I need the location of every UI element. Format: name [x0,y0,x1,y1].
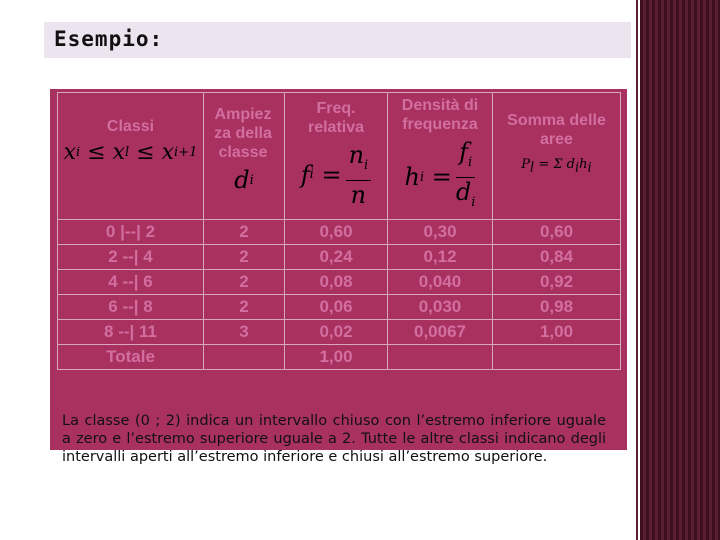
header-somma [493,93,621,220]
header-densita-label: Densità di frequenza [401,97,479,133]
cell-densita: 0,040 [388,270,493,295]
cell-densita: 0,30 [388,220,493,245]
cell-classe: Totale [58,345,204,370]
cell-somma: 0,92 [493,270,621,295]
table-row [58,245,621,270]
frequency-table [57,92,621,370]
class-interval-formula: x i ≤ x l ≤ x i+1 [63,140,198,165]
table-row [58,220,621,245]
cell-somma: 1,00 [493,320,621,345]
cell-ampiezza: 2 [204,270,285,295]
cell-classe: 6 --| 8 [58,295,204,320]
cell-ampiezza [204,345,285,370]
header-classi-label: Classi [106,118,155,135]
header-ampiezza [204,93,285,220]
cell-freq: 1,00 [285,345,388,370]
cell-densita [388,345,493,370]
table-row [58,270,621,295]
header-densita [388,93,493,220]
title-bar [44,22,631,58]
cell-classe: 4 --| 6 [58,270,204,295]
cell-densita: 0,12 [388,245,493,270]
cell-classe: 2 --| 4 [58,245,204,270]
cell-classe: 8 --| 11 [58,320,204,345]
header-freq-rel-label: Freq. relativa [307,100,365,136]
cell-densita: 0,0067 [388,320,493,345]
cell-ampiezza: 3 [204,320,285,345]
density-formula: h i = $\frac{f_i}{d_i}$ [404,138,476,210]
cell-ampiezza: 2 [204,220,285,245]
cell-classe: 0 |--| 2 [58,220,204,245]
cell-densita: 0,030 [388,295,493,320]
cell-somma: 0,98 [493,295,621,320]
table-header-row [58,93,621,220]
cell-ampiezza: 2 [204,245,285,270]
cell-freq: 0,02 [285,320,388,345]
slide-title: Esempio: [54,27,164,51]
table-row [58,295,621,320]
header-somma-label: Somma delle aree [507,112,606,148]
cell-freq: 0,60 [285,220,388,245]
cell-freq: 0,24 [285,245,388,270]
side-decoration-stripes [640,0,720,540]
table-row [58,320,621,345]
cumulative-area-formula: $P_l = \Sigma$ $d_ih_i$ [521,157,592,176]
header-freq-rel [285,93,388,220]
width-formula: d i [234,166,254,194]
explanatory-note: La classe (0 ; 2) indica un intervallo chiuso con l’estremo inferiore uguale a zero e l’estremo superiore uguale a 2. Tutte le altre classi indicano degli intervalli aperti all’estremo inferiore e chiusi all’estremo superiore. [62,413,606,465]
header-classi [58,93,204,220]
table-row-total [58,345,621,370]
cell-somma: 0,60 [493,220,621,245]
side-divider-line [636,0,638,540]
table-panel [50,89,627,450]
cell-somma [493,345,621,370]
cell-ampiezza: 2 [204,295,285,320]
cell-freq: 0,06 [285,295,388,320]
cell-somma: 0,84 [493,245,621,270]
cell-freq: 0,08 [285,270,388,295]
relative-frequency-formula: f i = $\frac{n_i}{n}$ [301,141,371,209]
header-ampiezza-label: Ampiez za della classe [214,106,272,161]
